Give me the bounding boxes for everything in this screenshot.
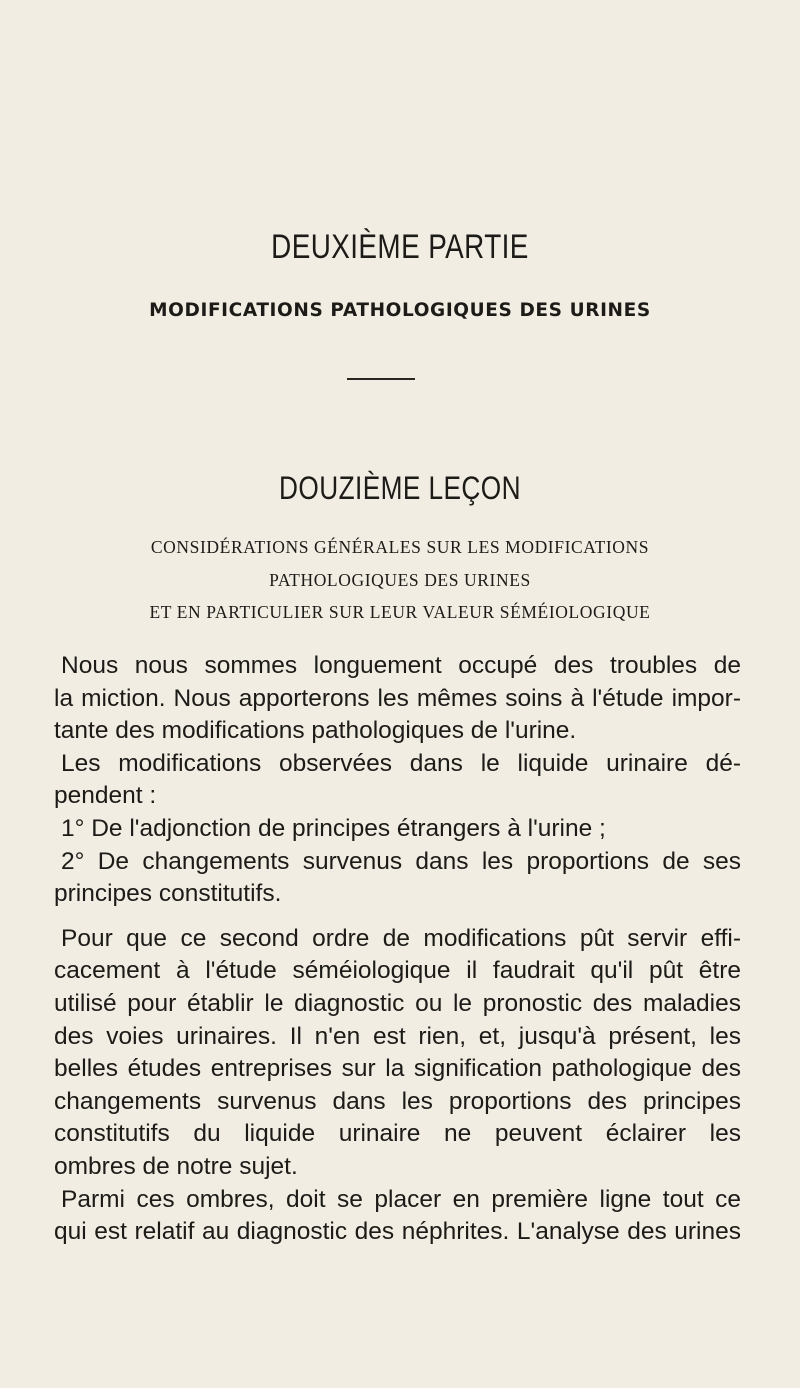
part-title: DEUXIÈME PARTIE bbox=[271, 228, 529, 266]
paragraph-gap bbox=[61, 911, 741, 923]
lesson-title: DOUZIÈME LEÇON bbox=[279, 470, 521, 506]
body-line: utilisé pour établir le diagnostic ou le pronostic des maladies bbox=[54, 989, 741, 1017]
body-line: pendent : bbox=[54, 782, 157, 810]
body-line: des voies urinaires. Il n'en est rien, et, jusqu'à présent, les bbox=[54, 1022, 741, 1050]
body-line: ombres de notre sujet. bbox=[54, 1152, 298, 1180]
lesson-subtitle-line: ET EN PARTICULIER SUR LEUR VALEUR SÉMÉIOLOGIQUE bbox=[149, 602, 651, 622]
lesson-subtitle-line: CONSIDÉRATIONS GÉNÉRALES SUR LES MODIFICATIONS bbox=[150, 537, 650, 557]
body-line: Pour que ce second ordre de modifications pût servir effi- bbox=[61, 924, 741, 952]
body-line: tante des modifications pathologiques de l'urine. bbox=[54, 717, 577, 745]
body-text bbox=[54, 650, 741, 1249]
body-line: principes constitutifs. bbox=[54, 880, 282, 908]
body-line: qui est relatif au diagnostic des néphrites. L'analyse des urines bbox=[54, 1218, 741, 1246]
part-subtitle: MODIFICATIONS PATHOLOGIQUES DES URINES bbox=[149, 300, 651, 321]
body-line: 2° De changements survenus dans les proportions de ses bbox=[61, 847, 741, 875]
body-line: 1° De l'adjonction de principes étrangers à l'urine ; bbox=[61, 814, 606, 842]
body-line: constitutifs du liquide urinaire ne peuvent éclairer les bbox=[54, 1120, 741, 1148]
body-line: Parmi ces ombres, doit se placer en première ligne tout ce bbox=[61, 1185, 741, 1213]
lesson-subtitle-line: PATHOLOGIQUES DES URINES bbox=[269, 570, 531, 590]
body-line: cacement à l'étude séméiologique il faudrait qu'il pût être bbox=[54, 957, 741, 985]
body-line: Nous nous sommes longuement occupé des troubles de bbox=[61, 652, 741, 679]
section-divider bbox=[347, 378, 415, 380]
body-line: belles études entreprises sur la signification pathologique des bbox=[54, 1055, 741, 1083]
body-line: la miction. Nous apporterons les mêmes soins à l'étude impor- bbox=[54, 684, 741, 712]
body-line: Les modifications observées dans le liquide urinaire dé- bbox=[61, 749, 741, 777]
body-line: changements survenus dans les proportions des principes bbox=[54, 1087, 741, 1115]
